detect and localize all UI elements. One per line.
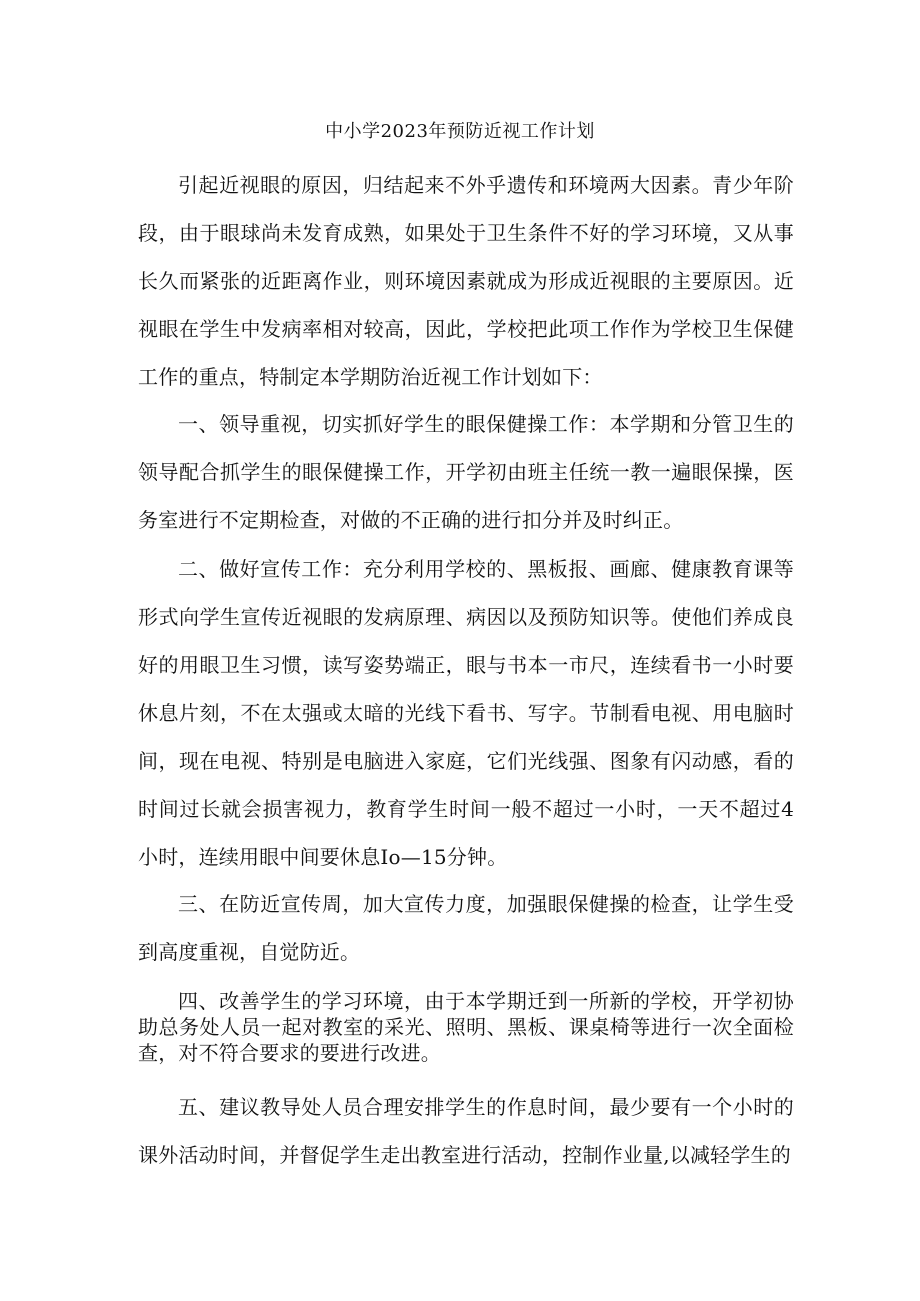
paragraph-intro: 引起近视眼的原因，归结起来不外乎遗传和环境两大因素。青少年阶段，由于眼球尚未发育成熟，如果处于卫生条件不好的学习环境，又从事长久而紧张的近距离作业，则环境因素就成为形成近视眼的主要原因。近视眼在学生中发病率相对较高，因此，学校把此项工作作为学校卫生保健工作的重点，特制定本学期防治近视工作计划如下：	[138, 173, 794, 389]
paragraph-section-1: 一、领导重视，切实抓好学生的眼保健操工作：本学期和分管卫生的领导配合抓学生的眼保健操工作，开学初由班主任统一教一遍眼保操，医务室进行不定期检查，对做的不正确的进行扣分并及时纠正。	[138, 412, 794, 532]
document-title: 中小学2023年预防近视工作计划	[325, 121, 595, 142]
paragraph-section-2: 二、做好宣传工作：充分利用学校的、黑板报、画廊、健康教育课等形式向学生宣传近视眼的发病原理、病因以及预防知识等。使他们养成良好的用眼卫生习惯，读写姿势端正，眼与书本一市尺，连续看书一小时要休息片刻，不在太强或太暗的光线下看书、写字。节制看电视、用电脑时间，现在电视、特别是电脑进入家庭，它们光线强、图象有闪动感，看的时间过长就会损害视力，教育学生时间一般不超过一小时，一天不超过4小时，连续用眼中间要休息Io—15分钟。	[138, 557, 794, 869]
paragraph-section-4: 四、改善学生的学习环境，由于本学期迁到一所新的学校，开学初协助总务处人员一起对教室的采光、照明、黑板、课桌椅等进行一次全面检查，对不符合要求的要进行改进。	[138, 989, 794, 1065]
paragraph-section-5: 五、建议教导处人员合理安排学生的作息时间，最少要有一个小时的课外活动时间，并督促学生走出教室进行活动，控制作业量,以减轻学生的	[138, 1095, 794, 1167]
paragraph-section-3: 三、在防近宣传周，加大宣传力度，加强眼保健操的检查，让学生受到高度重视，自觉防近。	[138, 892, 794, 964]
